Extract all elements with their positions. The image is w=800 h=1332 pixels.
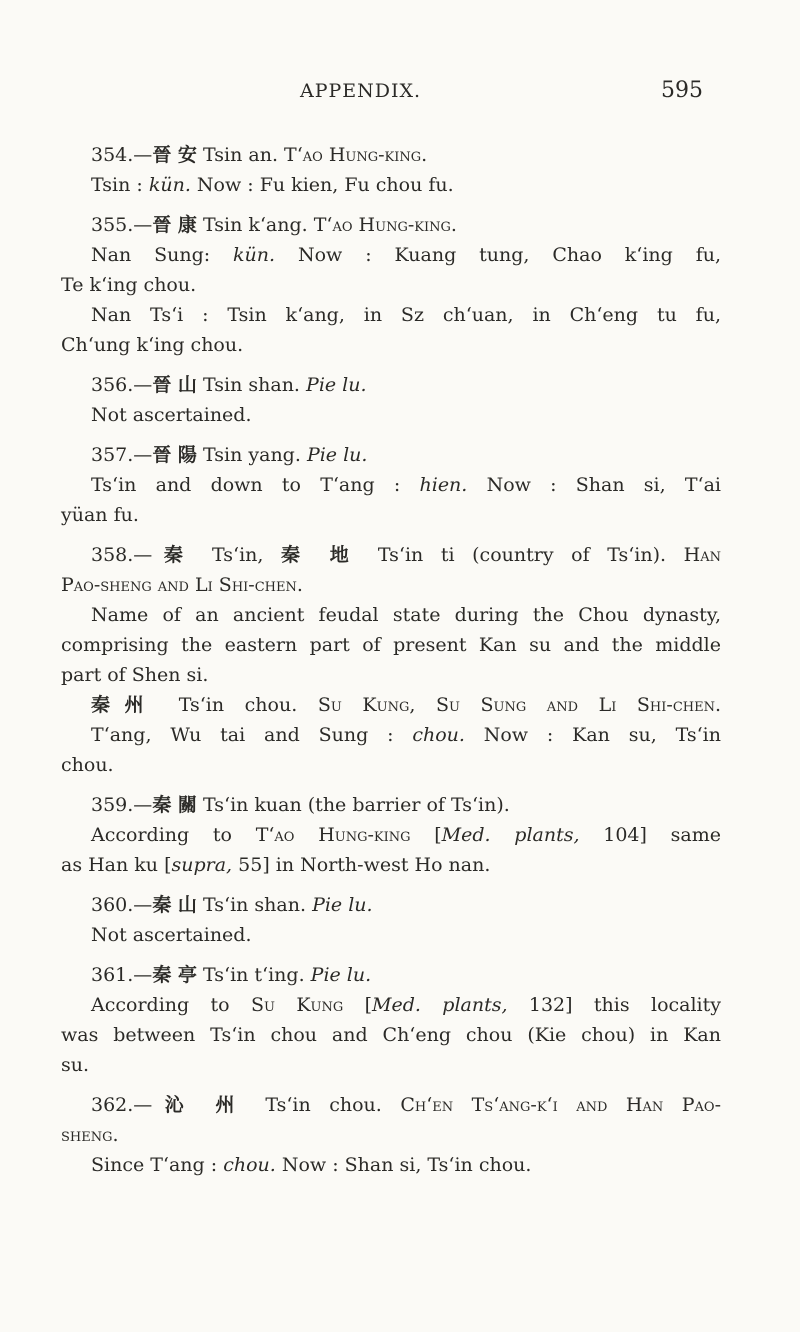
- text-span: According to: [91, 824, 256, 846]
- entry-heading: [61, 790, 721, 820]
- entry-number: 357.—: [91, 444, 153, 466]
- entry-heading: [61, 1090, 721, 1120]
- entry-line: [61, 820, 721, 850]
- text-span-italic: supra,: [171, 854, 233, 876]
- entry-name: Tsin k‘ang.: [202, 214, 308, 236]
- chinese-characters: 秦 關: [152, 794, 197, 816]
- entry-361: [61, 960, 721, 1080]
- entry-358: [61, 540, 721, 780]
- page-number: 595: [661, 78, 703, 103]
- text-span-italic: kün.: [148, 174, 191, 196]
- entry-heading: [61, 540, 721, 570]
- entry-name: Tsin an.: [202, 144, 278, 166]
- text-span-italic: hien.: [419, 474, 468, 496]
- text-span: Since T‘ang :: [91, 1154, 224, 1176]
- entry-line: [61, 240, 721, 270]
- chinese-characters: 秦 山: [152, 894, 197, 916]
- page-body: [61, 140, 721, 1180]
- entry-heading: [61, 370, 721, 400]
- entry-line: part of Shen si.: [61, 664, 209, 686]
- entry-line: chou.: [61, 754, 114, 776]
- entry-source: sheng.: [61, 1124, 119, 1146]
- entry-number: 362.—: [91, 1094, 153, 1116]
- text-span: Now : Kuang tung, Chao k‘ing fu,: [275, 244, 722, 266]
- text-span: T‘ang, Wu tai and Sung :: [91, 724, 413, 746]
- text-span: 55] in North-west Ho nan.: [232, 854, 491, 876]
- entry-number: 354.—: [91, 144, 153, 166]
- text-span: Now : Kan su, Ts‘in: [464, 724, 721, 746]
- entry-number: 360.—: [91, 894, 153, 916]
- entry-line: [61, 720, 721, 750]
- text-span: [: [343, 994, 373, 1016]
- entry-source: Su Kung, Su Sung and Li Shi-chen.: [317, 694, 722, 716]
- entry-number: 361.—: [91, 964, 153, 986]
- entry-name: Ts‘in chou.: [265, 1094, 382, 1116]
- entry-source: Pie lu.: [306, 444, 368, 466]
- entry-source: Pie lu.: [306, 374, 367, 396]
- text-span: Tsin :: [91, 174, 149, 196]
- text-span: 132] this locality: [507, 994, 721, 1016]
- entry-source: T‘ao Hung-king.: [284, 144, 428, 166]
- entry-name: Ts‘in shan.: [202, 894, 307, 916]
- entry-line: comprising the eastern part of present Kan su and the middle: [61, 634, 721, 656]
- entry-line: [61, 470, 721, 500]
- entry-name: Ts‘in ti (country of Ts‘in).: [377, 544, 667, 566]
- text-span: Nan Sung:: [91, 244, 234, 266]
- chinese-characters: 晉 安: [152, 144, 197, 166]
- text-span-italic: chou.: [412, 724, 465, 746]
- entry-source: Pie lu.: [312, 894, 373, 916]
- entry-name: Tsin shan.: [202, 374, 300, 396]
- entry-source: Ch‘en Ts‘ang-k‘i and Han Pao-: [400, 1094, 721, 1116]
- entry-source: T‘ao Hung-king.: [313, 214, 457, 236]
- entry-heading: [61, 960, 721, 990]
- entry-line: Te k‘ing chou.: [61, 274, 197, 296]
- entry-357: [61, 440, 721, 530]
- text-span: According to: [91, 994, 251, 1016]
- entry-number: 356.—: [91, 374, 153, 396]
- entry-line: Ch‘ung k‘ing chou.: [61, 334, 244, 356]
- text-span: Ts‘in and down to T‘ang :: [91, 474, 420, 496]
- entry-line: [61, 990, 721, 1020]
- entry-359: [61, 790, 721, 880]
- entry-heading: [61, 890, 721, 920]
- running-head: APPENDIX.: [300, 80, 422, 102]
- entry-354: [61, 140, 721, 200]
- entry-name: Ts‘in,: [212, 544, 264, 566]
- entry-heading: [61, 440, 721, 470]
- chinese-characters: 秦 亭: [152, 964, 197, 986]
- text-span: Now : Shan si, T‘ai: [467, 474, 722, 496]
- text-span-smallcaps: T‘ao Hung-king: [255, 824, 411, 846]
- entry-name: Ts‘in chou.: [178, 694, 298, 716]
- chinese-characters: 晉 山: [152, 374, 197, 396]
- entry-355: [61, 210, 721, 360]
- chinese-characters: 沁 州: [152, 1094, 247, 1116]
- entry-name: Tsin yang.: [202, 444, 301, 466]
- sub-entry-heading: [61, 690, 721, 720]
- text-span-italic: kün.: [233, 244, 276, 266]
- chinese-characters: 秦州: [91, 694, 159, 716]
- text-span-italic: Med. plants,: [441, 824, 580, 846]
- text-span-italic: chou.: [223, 1154, 276, 1176]
- entry-name: Ts‘in kuan (the barrier of Ts‘in).: [202, 794, 510, 816]
- entry-line: Not ascertained.: [91, 404, 252, 426]
- entry-line: [61, 170, 721, 200]
- entry-line: [61, 1150, 721, 1180]
- chinese-characters: 秦 地: [281, 544, 361, 566]
- text-span-italic: Med. plants,: [372, 994, 508, 1016]
- chinese-characters: 秦: [152, 544, 195, 566]
- text-span: Now : Shan si, Ts‘in chou.: [275, 1154, 532, 1176]
- entry-362: [61, 1090, 721, 1180]
- entry-line: Nan Ts‘i : Tsin k‘ang, in Sz ch‘uan, in Ch‘eng tu fu,: [91, 304, 721, 326]
- entry-source: Pao-sheng and Li Shi-chen.: [61, 574, 303, 596]
- entry-heading: [61, 210, 721, 240]
- text-span: 104] same: [579, 824, 721, 846]
- text-span: as Han ku [: [61, 854, 172, 876]
- entry-360: [61, 890, 721, 950]
- entry-source: Han: [683, 544, 721, 566]
- entry-line: [61, 850, 721, 880]
- text-span-smallcaps: Su Kung: [250, 994, 344, 1016]
- entry-line: Name of an ancient feudal state during the Chou dynasty,: [91, 604, 721, 626]
- entry-number: 359.—: [91, 794, 153, 816]
- entry-line: was between Ts‘in chou and Ch‘eng chou (Kie chou) in Kan: [61, 1024, 721, 1046]
- entry-number: 355.—: [91, 214, 153, 236]
- entry-line: su.: [61, 1054, 90, 1076]
- chinese-characters: 晉 陽: [152, 444, 197, 466]
- page-header: [0, 80, 800, 110]
- entry-line: Not ascertained.: [91, 924, 252, 946]
- entry-source: Pie lu.: [310, 964, 372, 986]
- entry-356: [61, 370, 721, 430]
- entry-name: Ts‘in t‘ing.: [202, 964, 305, 986]
- entry-number: 358.—: [91, 544, 153, 566]
- text-span: [: [410, 824, 442, 846]
- text-span: Now : Fu kien, Fu chou fu.: [190, 174, 454, 196]
- entry-line: yüan fu.: [61, 504, 139, 526]
- chinese-characters: 晉 康: [152, 214, 197, 236]
- entry-heading: [61, 140, 721, 170]
